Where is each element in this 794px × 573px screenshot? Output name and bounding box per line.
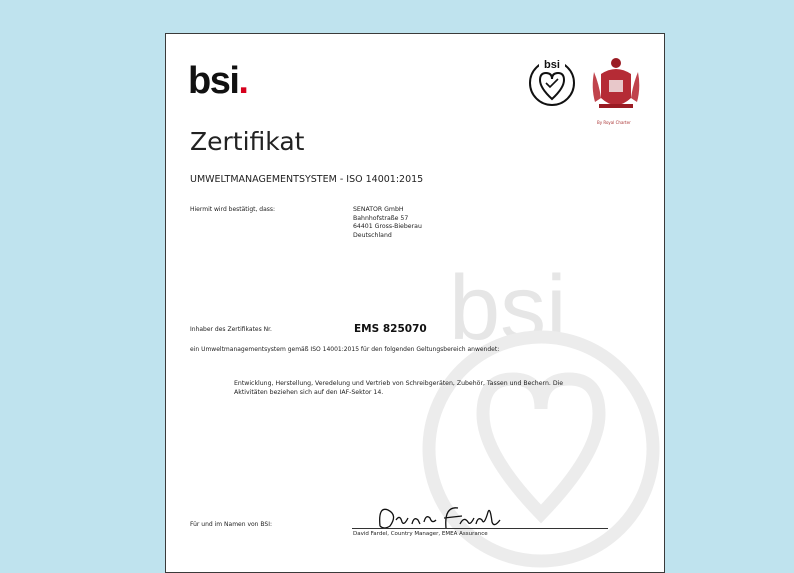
certificate-document [165, 33, 665, 573]
holder-address [353, 206, 422, 240]
country: Deutschland [353, 231, 392, 239]
scope-text: Entwicklung, Herstellung, Veredelung und Vertrieb von Schreibgeräten, Zubehör, Tassen und Bechern. Die Aktivitäten beziehen sich auf den IAF-Sektor 14. [234, 380, 564, 396]
watermark-text: bsi [449, 257, 567, 359]
royal-charter-crest-icon [591, 54, 641, 118]
certificate-number: EMS 825070 [354, 323, 427, 335]
kitemark-text: bsi [544, 59, 560, 71]
crest-caption: By Royal Charter [597, 120, 631, 125]
certificate-subtitle: UMWELTMANAGEMENTSYSTEM - ISO 14001:2015 [190, 174, 424, 185]
bsi-logo [188, 62, 247, 100]
on-behalf-label: Für und im Namen von BSI: [190, 521, 272, 528]
street: Bahnhofstraße 57 [353, 214, 409, 222]
logo-text: bsi [188, 60, 239, 102]
confirm-label: Hiermit wird bestätigt, dass: [190, 206, 276, 213]
signatory-name: David Fardel, Country Manager, EMEA Assurance [353, 531, 488, 537]
certificate-title: Zertifikat [190, 127, 305, 156]
holder-label: Inhaber des Zertifikates Nr. [190, 326, 272, 333]
kitemark-icon [526, 54, 578, 108]
signature-line [352, 528, 608, 529]
scope-intro: ein Umweltmanagementsystem gemäß ISO 14001:2015 für den folgenden Geltungsbereich anwendet: [190, 346, 500, 353]
company-name: SENATOR GmbH [353, 206, 404, 213]
city: 64401 Gross-Bieberau [353, 223, 422, 231]
logo-dot: . [238, 60, 248, 102]
